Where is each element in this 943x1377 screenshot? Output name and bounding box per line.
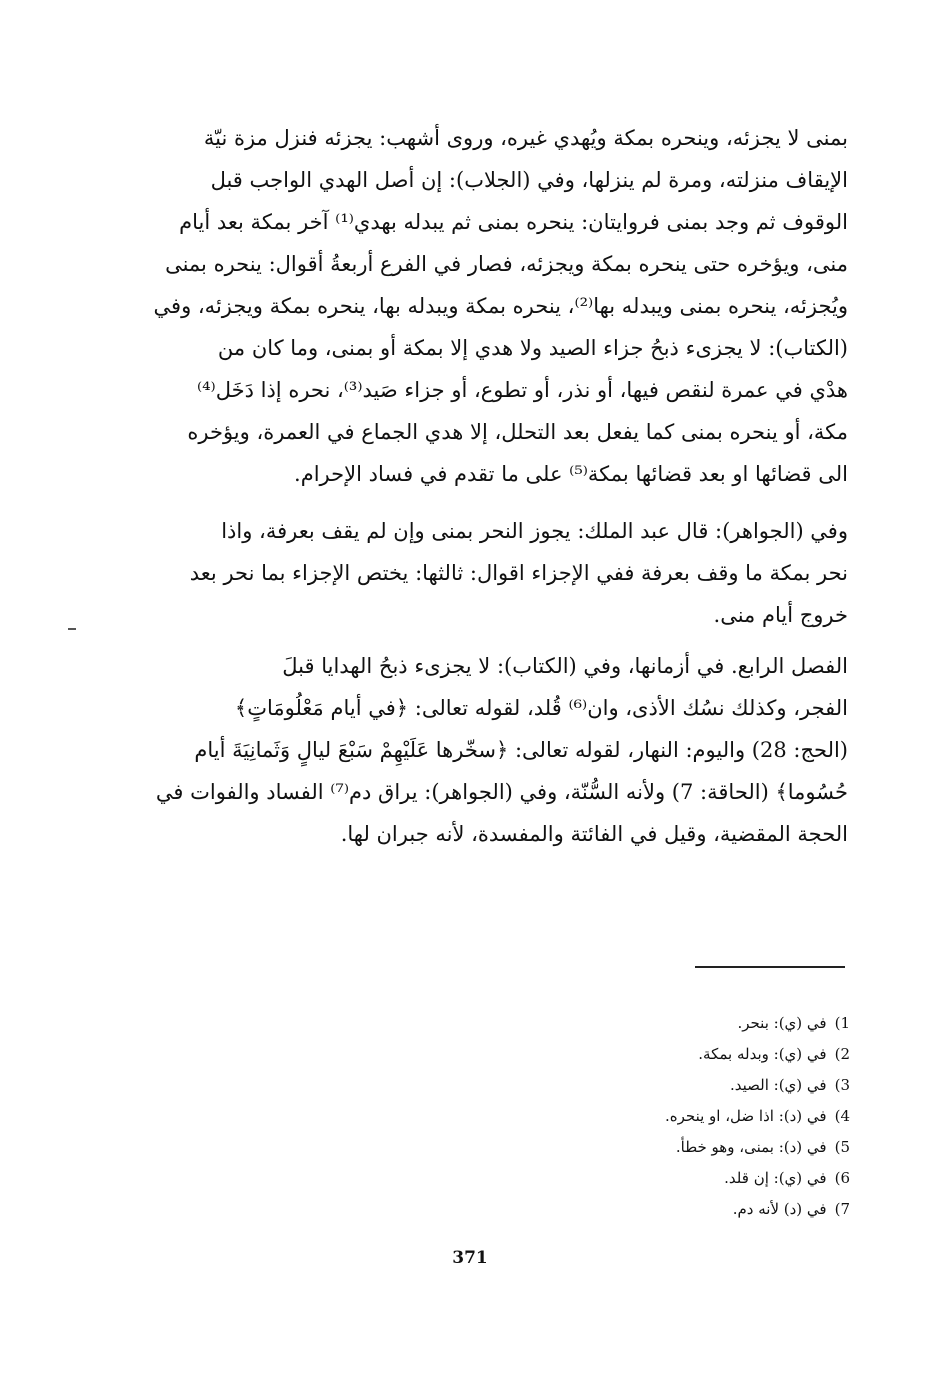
footnote-text: في (د) لأنه دم.	[732, 1200, 827, 1218]
footnote-number: 4)	[834, 1107, 850, 1125]
footnote-text: في (د): بمنى، وهو خطأ.	[675, 1138, 827, 1156]
footnote-item	[560, 1132, 850, 1163]
footnotes-list	[560, 1008, 850, 1225]
footnote-number: 7)	[834, 1200, 850, 1218]
text-line: خروج أيام منى.	[713, 603, 848, 627]
text-line: الفصل الرابع. في أزمانها، وفي (الكتاب): لا يجزىء ذبحُ الهدايا قبلَ	[282, 654, 848, 678]
text-line: وفي (الجواهر): قال عبد الملك: يجوز النحر بمنى وإن لم يقف بعرفة، واذا	[221, 519, 848, 543]
footnote-text: في (ي): الصيد.	[729, 1076, 827, 1094]
text-line: (الكتاب): لا يجزىء ذبحُ جزاء الصيد ولا هدي إلا بمكة أو بمنى، وما كان من	[217, 336, 848, 360]
text-line: الإيقاف منزلته، ومرة لم ينزلها، وفي (الجلاب): إن أصل الهدي الواجب قبل	[210, 168, 848, 192]
footnote-text: في (ي): إن قلد.	[724, 1169, 827, 1187]
text-line: الحجة المقضية، وقيل في الفائتة والمفسدة، لأنه جبران لها.	[340, 822, 848, 846]
footnote-item	[560, 1163, 850, 1194]
text-line: الى قضائها او بعد قضائها بمكة⁽⁵⁾ على ما تقدم في فساد الإحرام.	[294, 462, 848, 486]
text-line: نحر بمكة ما وقف بعرفة ففي الإجزاء اقوال: ثالثها: يختص الإجزاء بما نحر بعد	[189, 561, 848, 585]
scan-speck	[68, 628, 76, 630]
footnote-number: 5)	[834, 1138, 850, 1156]
footnote-number: 2)	[834, 1045, 850, 1063]
text-line: منى، ويؤخره حتى ينحره بمكة ويجزئه، فصار في الفرع أربعةُ أقوال: ينحره بمنى	[165, 252, 848, 276]
footnote-text: في (ي): بنحر.	[737, 1014, 827, 1032]
footnote-text: في (د): اذا ضل، او ينحره.	[664, 1107, 827, 1125]
footnote-item	[560, 1101, 850, 1132]
footnote-number: 3)	[834, 1076, 850, 1094]
page-number: 371	[452, 1248, 488, 1268]
footnote-text: في (ي): وبدله بمكة.	[698, 1045, 827, 1063]
text-line: (الحج: 28) واليوم: النهار، لقوله تعالى: ﴿سخّرها عَلَيْهِمْ سَبْعَ ليالٍ وَثَمانِيَةَ أيام	[194, 738, 848, 762]
footnote-item	[560, 1039, 850, 1070]
footnote-separator	[695, 966, 845, 968]
text-line: الوقوف ثم وجد بمنى فروايتان: ينحره بمنى ثم يبدله بهدي⁽¹⁾ آخر بمكة بعد أيام	[179, 210, 848, 234]
text-line: بمنى لا يجزئه، وينحره بمكة ويُهدي غيره، وروى أشهب: يجزئه فنزل مزة نيّة	[203, 126, 848, 150]
paragraph-1	[153, 117, 848, 495]
paragraph-3-section-heading	[155, 645, 848, 855]
footnote-number: 1)	[834, 1014, 850, 1032]
footnote-item	[560, 1008, 850, 1039]
text-line: هدْي في عمرة لنقص فيها، أو نذر، أو تطوع، أو جزاء صَيد⁽³⁾، نحره إذا دَخَل⁽⁴⁾	[196, 378, 848, 402]
footnote-item	[560, 1194, 850, 1225]
paragraph-2	[176, 510, 848, 636]
text-line: الفجر، وكذلك نسُك الأذى، وان⁽⁶⁾ قُلد، لقوله تعالى: ﴿في أيام مَعْلُومَاتٍ﴾	[234, 696, 848, 720]
footnote-item	[560, 1070, 850, 1101]
text-line: حُسُوما﴾ (الحاقة: 7) ولأنه السُّنّة، وفي (الجواهر): يراق دم⁽⁷⁾ الفساد والفوات في	[155, 780, 848, 804]
text-line: مكة، أو ينحره بمنى كما يفعل بعد التحلل، إلا هدي الجماع في العمرة، ويؤخره	[187, 420, 848, 444]
text-line: ويُجزئه، ينحره بمنى ويبدله بها⁽²⁾، ينحره بمكة ويبدله بها، ينحره بمكة ويجزئه، وفي	[153, 294, 848, 318]
footnote-number: 6)	[834, 1169, 850, 1187]
